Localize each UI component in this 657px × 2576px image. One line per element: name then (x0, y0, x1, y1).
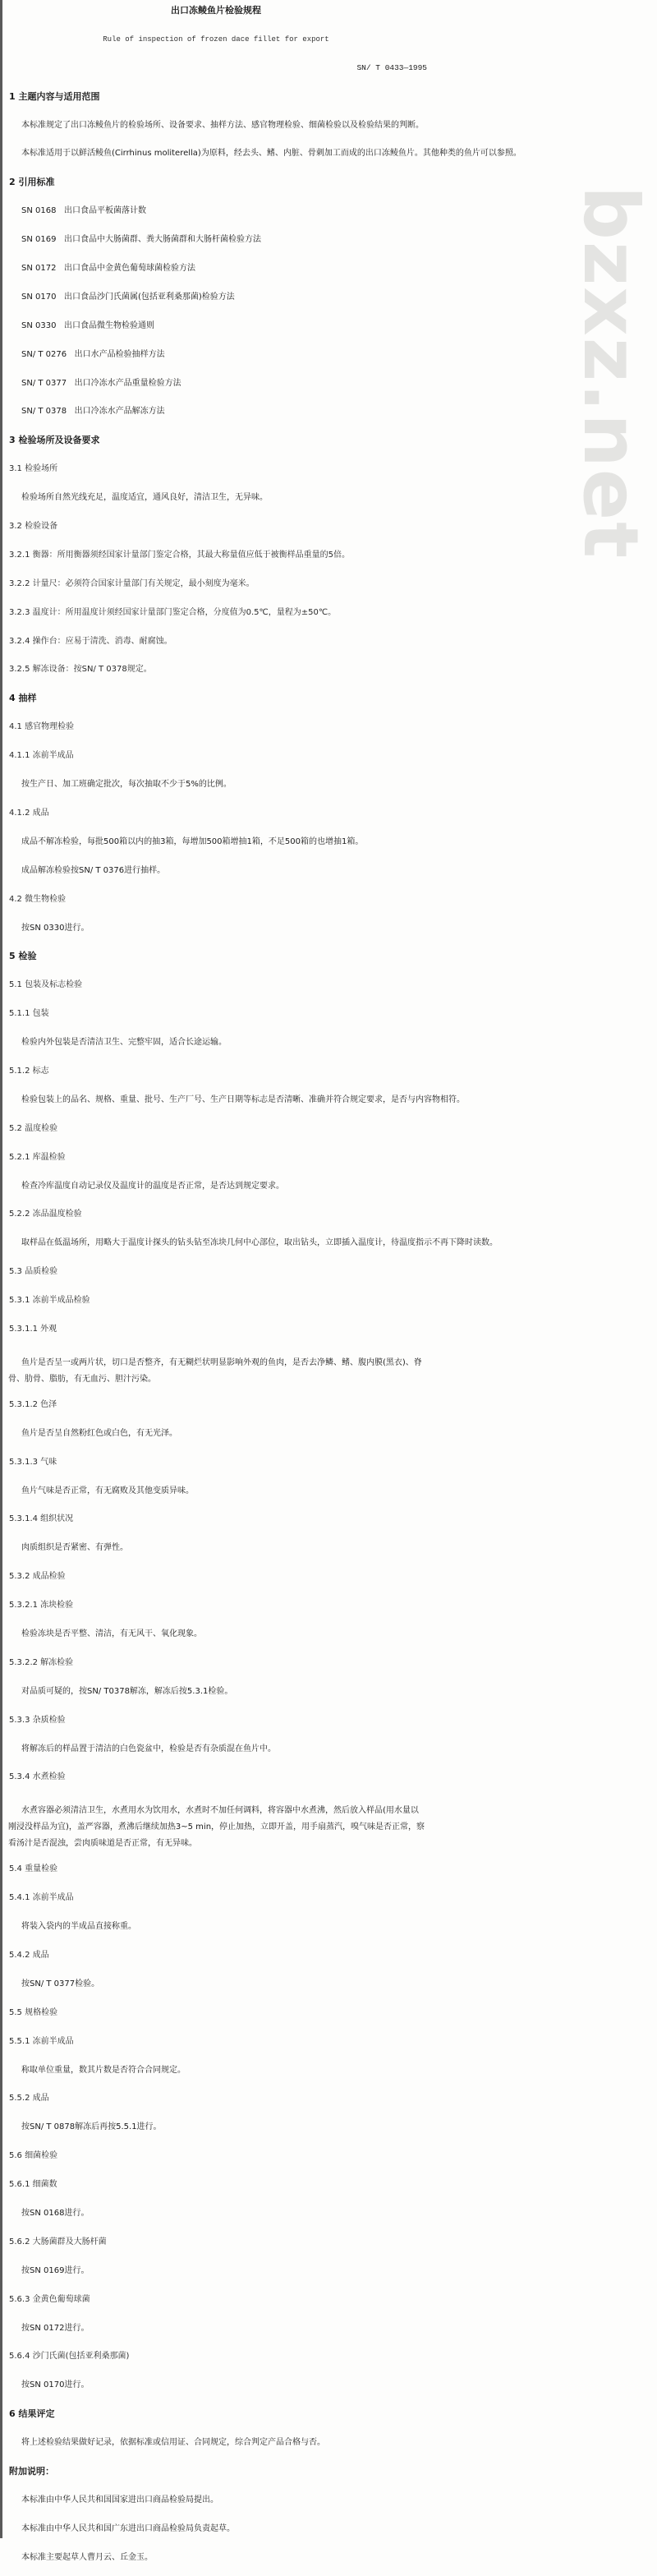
clause-line: 5.5 规格检验 (9, 2007, 58, 2017)
paragraph: 按SN/ T 0377检验。 (21, 1979, 100, 1988)
paragraph: 鱼片是否呈自然粉红色或白色，有无光泽。 (21, 1428, 177, 1438)
paragraph: 本标准由中华人民共和国广东进出口商品检验局负责起草。 (21, 2523, 235, 2533)
paragraph: 本标准由中华人民共和国国家进出口商品检验局提出。 (21, 2495, 218, 2505)
clause-line: 5.4 重量检验 (9, 1864, 58, 1874)
section-heading: 4 抽样 (9, 693, 37, 704)
clause-line: 5.3.1.2 色泽 (9, 1399, 57, 1409)
clause-line: 5.1 包装及标志检验 (9, 980, 83, 990)
clause-line: 5.3.1 冻前半成品检验 (9, 1296, 90, 1306)
clause-line: 5.3.1.4 组织状况 (9, 1514, 74, 1524)
section-heading: 3 检验场所及设备要求 (9, 435, 100, 446)
paragraph: 鱼片气味是否正常，有无腐败及其他变质异味。 (21, 1486, 194, 1495)
section-heading: 附加说明： (9, 2466, 54, 2477)
clause-line: 5.3.1.1 外观 (9, 1324, 57, 1334)
clause-line: 5.5.2 成品 (9, 2094, 49, 2104)
paragraph: 检验包装上的品名、规格、重量、批号、生产厂号、生产日期等标志是否清晰、准确并符合规定要求，是否与内容物相符。 (21, 1094, 465, 1104)
paragraph: 按SN 0330进行。 (21, 923, 90, 933)
clause-line: 3.2.3 温度计：所用温度计须经国家计量部门鉴定合格，分度值为0.5℃，量程为±50℃。 (9, 607, 337, 617)
reference-item: SN/ T 0377 出口冷冻水产品重量检验方法 (21, 378, 181, 388)
clause-line: 3.2 检验设备 (9, 522, 58, 532)
paragraph: 称取单位重量，数其片数是否符合合同规定。 (21, 2065, 186, 2075)
clause-line: 5.6.4 沙门氏菌(包括亚利桑那菌) (9, 2352, 130, 2362)
standard-code: SN/ T 0433—1995 (356, 62, 427, 72)
paragraph: 按SN/ T 0878解冻后再按5.5.1进行。 (21, 2122, 162, 2132)
clause-line: 5.2.2 冻品温度检验 (9, 1210, 82, 1219)
paragraph: 将解冻后的样品置于清洁的白色瓷盆中，检验是否有杂质混在鱼片中。 (21, 1744, 276, 1753)
paragraph: 本标准规定了出口冻鲮鱼片的检验场所、设备要求、抽样方法、感官物理检验、细菌检验以及检验结果的判断。 (21, 120, 424, 130)
paragraph: 本标准主要起草人曹月云、丘金玉。 (21, 2552, 153, 2562)
clause-line: 5.2.1 库温检验 (9, 1152, 66, 1162)
reference-item: SN 0330 出口食品微生物检验通则 (21, 320, 154, 330)
clause-line: 3.2.1 衡器：所用衡器须经国家计量部门鉴定合格，其最大称量值应低于被衡样品重量的5倍。 (9, 550, 350, 560)
clause-line: 3.2.5 解冻设备：按SN/ T 0378规定。 (9, 665, 152, 675)
paragraph: 检查冷库温度自动记录仪及温度计的温度是否正常，是否达到规定要求。 (21, 1181, 284, 1191)
paragraph: 鱼片是否呈一或两片状，切口是否整齐，有无糊烂状明显影响外观的鱼肉，是否去净鳞、鳍、腹内膜(黑衣)、脊骨、肋骨、脂肪，有无血污、胆汁污染。 (8, 1357, 422, 1384)
document-subtitle: Rule of inspection of frozen dace fillet for export (103, 35, 329, 44)
paragraph: 检验冻块是否平整、清洁，有无风干、氧化现象。 (21, 1629, 202, 1638)
paragraph: 将装入袋内的半成品直接称重。 (21, 1922, 136, 1932)
paragraph: 按生产日、加工班确定批次，每次抽取不少于5%的比例。 (21, 780, 232, 790)
paragraph: 对品质可疑的，按SN/ T0378解冻，解冻后按5.3.1检验。 (21, 1686, 233, 1696)
clause-line: 5.5.1 冻前半成品 (9, 2036, 74, 2046)
clause-line: 5.2 温度检验 (9, 1123, 58, 1133)
paragraph: 成品不解冻检验，每批500箱以内的抽3箱，每增加500箱增抽1箱，不足500箱的也增抽1箱。 (21, 836, 364, 846)
paragraph: 按SN 0170进行。 (21, 2380, 90, 2390)
clause-line: 5.3.2 成品检验 (9, 1572, 66, 1582)
document-title: 出口冻鲮鱼片检验规程 (171, 5, 261, 16)
clause-line: 3.1 检验场所 (9, 464, 58, 474)
paragraph: 按SN 0172进行。 (21, 2323, 90, 2333)
paragraph: 水煮容器必须清洁卫生，水煮用水为饮用水，水煮时不加任何调料，将容器中水煮沸，然后放入样品(用水量以刚浸没样品为宜)，盖严容器，煮沸后继续加热3~5 min，停止加热，立即开盖，用手扇蒸汽，嗅气味是否正常，察看汤汁是否混浊，尝肉质味道是否正常，有无异味。 (8, 1806, 425, 1849)
clause-line: 5.3.3 杂质检验 (9, 1715, 66, 1725)
section-heading: 6 结果评定 (9, 2408, 55, 2420)
reference-item: SN 0169 出口食品中大肠菌群、粪大肠菌群和大肠杆菌检验方法 (21, 235, 261, 245)
section-heading: 1 主题内容与适用范围 (9, 90, 100, 102)
watermark: bzxz.net (567, 186, 655, 560)
clause-line: 5.6 细菌检验 (9, 2151, 58, 2161)
clause-line: 4.1 感官物理检验 (9, 722, 75, 732)
clause-line: 3.2.4 操作台：应易于清洗、消毒、耐腐蚀。 (9, 636, 172, 646)
clause-line: 4.1.1 冻前半成品 (9, 751, 74, 761)
section-heading: 2 引用标准 (9, 177, 55, 188)
paragraph: 按SN 0169进行。 (21, 2265, 90, 2275)
paragraph: 肉质组织是否紧密、有弹性。 (21, 1543, 128, 1553)
paragraph: 成品解冻检验按SN/ T 0376进行抽样。 (21, 865, 166, 875)
paragraph: 检验内外包装是否清洁卫生、完整牢固，适合长途运输。 (21, 1038, 227, 1048)
reference-item: SN/ T 0378 出口冷冻水产品解冻方法 (21, 407, 165, 417)
clause-line: 5.6.1 细菌数 (9, 2180, 57, 2190)
paragraph: 本标准适用于以鲜活鲮鱼(Cirrhinus moliterella)为原料，经去头、鳍、内脏、骨刺加工而成的出口冻鲮鱼片。其他种类的鱼片可以参照。 (21, 149, 521, 159)
paragraph: 按SN 0168进行。 (21, 2209, 90, 2219)
reference-item: SN 0172 出口食品中金黄色葡萄球菌检验方法 (21, 264, 195, 274)
clause-line: 3.2.2 计量尺：必须符合国家计量部门有关规定，最小刻度为毫米。 (9, 578, 255, 588)
paragraph: 将上述检验结果做好记录，依据标准或信用证、合同规定，综合判定产品合格与否。 (21, 2438, 325, 2448)
clause-line: 5.3.4 水煮检验 (9, 1772, 66, 1782)
section-heading: 5 检验 (9, 951, 37, 962)
clause-line: 5.4.1 冻前半成品 (9, 1893, 74, 1903)
document-body (2, 0, 521, 2573)
clause-line: 5.3 品质检验 (9, 1267, 58, 1277)
clause-line: 5.1.1 包装 (9, 1009, 49, 1019)
paragraph: 取样品在低温场所，用略大于温度计探头的钻头钻至冻块几何中心部位，取出钻头，立即插入温度计，待温度指示不再下降时读数。 (21, 1238, 498, 1248)
clause-line: 5.1.2 标志 (9, 1066, 49, 1076)
clause-line: 4.2 微生物检验 (9, 894, 67, 904)
clause-line: 4.1.2 成品 (9, 808, 49, 818)
clause-line: 5.3.1.3 气味 (9, 1457, 57, 1467)
paragraph: 检验场所自然光线充足，温度适宜，通风良好，清洁卫生，无异味。 (21, 493, 268, 503)
clause-line: 5.6.3 金黄色葡萄球菌 (9, 2294, 90, 2304)
clause-line: 5.3.2.1 冻块检验 (9, 1601, 74, 1611)
clause-line: 5.3.2.2 解冻检验 (9, 1657, 74, 1667)
reference-item: SN 0168 出口食品平板菌落计数 (21, 206, 146, 216)
clause-line: 5.4.2 成品 (9, 1951, 49, 1960)
reference-item: SN/ T 0276 出口水产品检验抽样方法 (21, 349, 165, 359)
clause-line: 5.6.2 大肠菌群及大肠杆菌 (9, 2237, 107, 2247)
reference-item: SN 0170 出口食品沙门氏菌属(包括亚利桑那菌)检验方法 (21, 292, 235, 302)
